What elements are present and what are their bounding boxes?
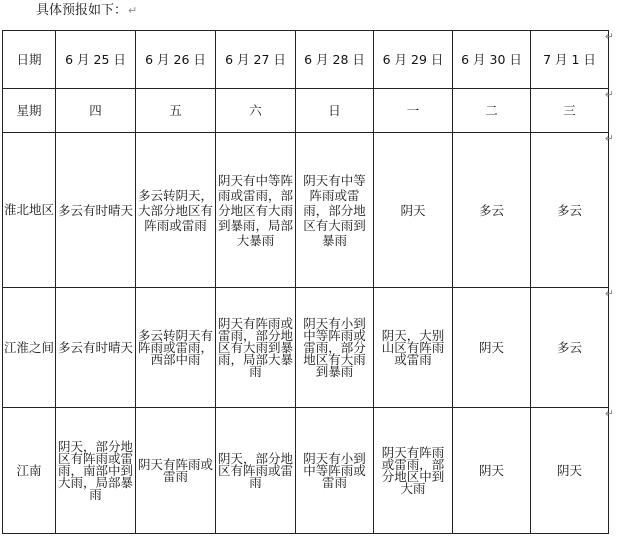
weekday-cell: 二 (453, 89, 531, 133)
forecast-table (2, 30, 609, 534)
date-row (3, 31, 609, 89)
region-row-jiangnan (3, 408, 609, 534)
region-name: 淮北地区 (3, 133, 56, 288)
date-cell: 6 月 26 日 (136, 31, 216, 89)
forecast-cell: 阴天有阵雨或雷雨，部分地区有大雨到暴雨，局部大暴雨 (216, 288, 296, 408)
weekday-row (3, 89, 609, 133)
forecast-cell: 阴天有小到中等阵雨或雷雨 (296, 408, 374, 534)
forecast-cell: 阴天有中等阵雨或雷雨，部分地区有大雨到暴雨，局部大暴雨 (216, 133, 296, 288)
region-row-huaibei (3, 133, 609, 288)
forecast-cell: 阴天有小到中等阵雨或雷雨，部分地区有大雨到暴雨 (296, 288, 374, 408)
forecast-cell: 多云有时晴天 (56, 288, 136, 408)
forecast-cell: 多云 (453, 133, 531, 288)
forecast-cell: 多云有时晴天 (56, 133, 136, 288)
weekday-cell: 四 (56, 89, 136, 133)
forecast-cell: 阴天 (531, 408, 609, 534)
forecast-cell: 多云转阴天，大部分地区有阵雨或雷雨 (136, 133, 216, 288)
row-end-mark-icon: ↵ (604, 88, 614, 101)
date-cell: 6 月 25 日 (56, 31, 136, 89)
forecast-cell: 阴天有中等阵雨或雷雨，部分地区有大雨到暴雨 (296, 133, 374, 288)
region-row-jianghuai (3, 288, 609, 408)
forecast-cell: 阴天 (453, 288, 531, 408)
date-cell: 6 月 28 日 (296, 31, 374, 89)
forecast-cell: 多云 (531, 288, 609, 408)
forecast-cell: 阴天，部分地区有阵雨或雷雨 (216, 408, 296, 534)
forecast-cell: 阴天有阵雨或雷雨，部分地区中到大雨 (374, 408, 453, 534)
row-end-mark-icon: ↵ (604, 407, 614, 420)
weekday-cell: 五 (136, 89, 216, 133)
forecast-cell: 多云转阴天有阵雨或雷雨，西部中雨 (136, 288, 216, 408)
intro-text (36, 2, 137, 20)
paragraph-mark-icon: ↵ (128, 4, 138, 17)
weekday-cell: 一 (374, 89, 453, 133)
region-name: 江南 (3, 408, 56, 534)
forecast-cell: 阴天 (453, 408, 531, 534)
date-row-label: 日期 (3, 31, 56, 89)
forecast-cell: 多云 (531, 133, 609, 288)
date-cell: 6 月 30 日 (453, 31, 531, 89)
date-cell: 6 月 27 日 (216, 31, 296, 89)
weekday-cell: 三 (531, 89, 609, 133)
forecast-cell: 阴天，部分地区有阵雨或雷雨，南部中到大雨，局部暴雨 (56, 408, 136, 534)
forecast-cell: 阴天，大别山区有阵雨或雷雨 (374, 288, 453, 408)
row-end-mark-icon: ↵ (604, 132, 614, 145)
region-name: 江淮之间 (3, 288, 56, 408)
forecast-cell: 阴天 (374, 133, 453, 288)
intro-label: 具体预报如下： (36, 3, 128, 18)
forecast-cell: 阴天有阵雨或雷雨 (136, 408, 216, 534)
row-end-mark-icon: ↵ (604, 287, 614, 300)
weekday-row-label: 星期 (3, 89, 56, 133)
weekday-cell: 日 (296, 89, 374, 133)
date-cell: 7 月 1 日 (531, 31, 609, 89)
row-end-mark-icon: ↵ (604, 30, 614, 43)
date-cell: 6 月 29 日 (374, 31, 453, 89)
weekday-cell: 六 (216, 89, 296, 133)
